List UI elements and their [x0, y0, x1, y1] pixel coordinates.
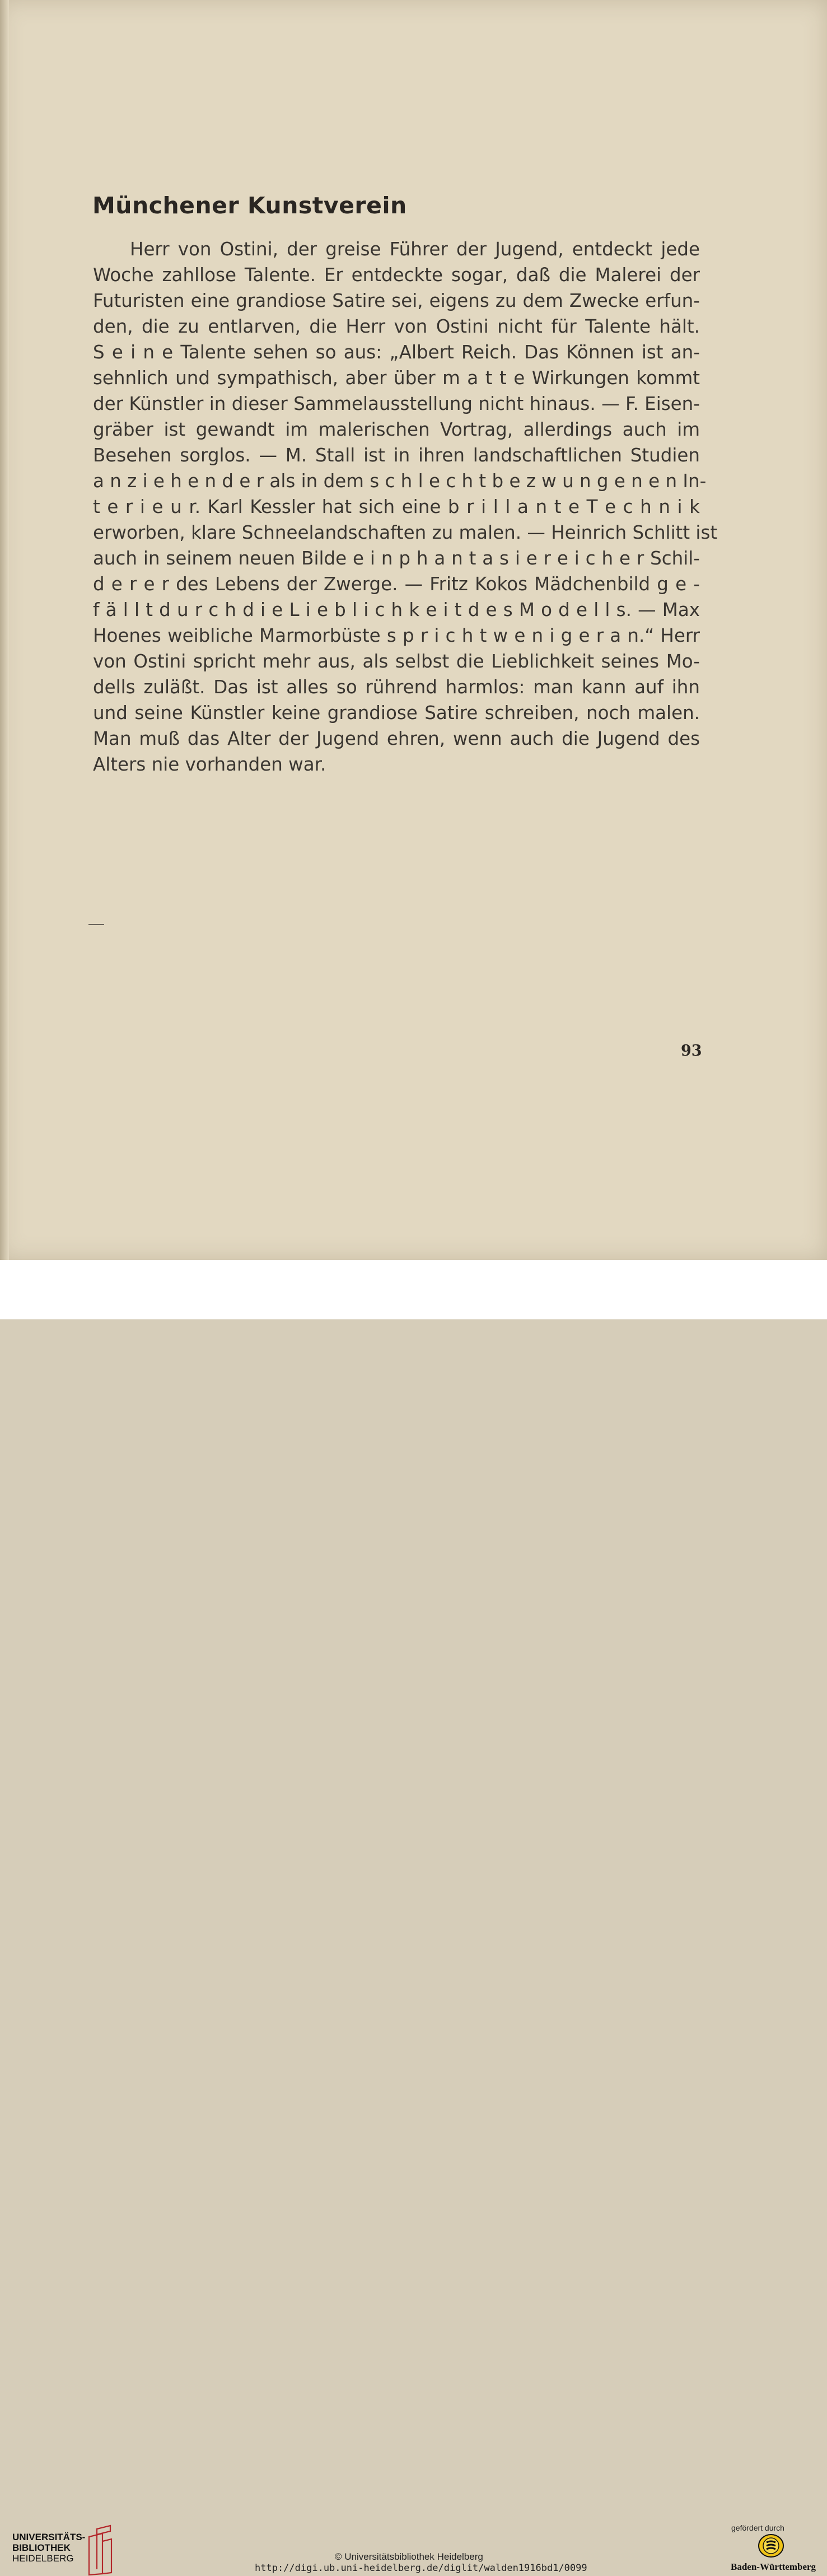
sponsor-label: gefördert durch	[731, 2523, 784, 2532]
text-line: Besehen sorglos. — M. Stall ist in ihren landschaftlichen Studien	[93, 445, 700, 466]
text-line: sehnlich und sympathisch, aber über m a t t e Wirkungen kommt	[93, 367, 700, 389]
text-line: Man muß das Alter der Jugend ehren, wenn auch die Jugend des	[93, 728, 700, 749]
text-line: gräber ist gewandt im malerischen Vortrag, allerdings auch im	[93, 419, 700, 440]
text-line: dells zuläßt. Das ist alles so rührend harmlos: man kann auf ihn	[93, 676, 700, 698]
text-line: f ä l l t d u r c h d i e L i e b l i c h k e i t d e s M o d e l l s. — Max	[93, 599, 700, 620]
page-edge	[0, 0, 9, 1260]
article-title: Münchener Kunstverein	[92, 192, 407, 219]
text-line: Woche zahllose Talente. Er entdeckte sogar, daß die Malerei der	[93, 264, 700, 286]
text-line: S e i n e Talente sehen so aus: „Albert Reich. Das Können ist an-	[93, 342, 700, 363]
library-name-line1: UNIVERSITÄTS-	[12, 2532, 86, 2542]
scanned-page	[0, 0, 827, 1260]
text-line: Herr von Ostini, der greise Führer der Jugend, entdeckt jede	[130, 239, 700, 260]
text-line: den, die zu entlarven, die Herr von Ostini nicht für Talente hält.	[93, 316, 700, 337]
copyright-text: © Universitätsbibliothek Heidelberg	[335, 2551, 483, 2562]
coat-of-arms-icon	[756, 2533, 786, 2559]
margin-mark	[88, 924, 104, 925]
text-line: der Künstler in dieser Sammelausstellung nicht hinaus. — F. Eisen-	[93, 393, 700, 414]
library-name-line2: BIBLIOTHEK	[12, 2542, 71, 2553]
text-line: t e r i e u r. Karl Kessler hat sich eine b r i l l a n t e T e c h n i k	[93, 496, 700, 517]
text-line: und seine Künstler keine grandiose Satire schreiben, noch malen.	[93, 702, 700, 724]
library-name-line3: HEIDELBERG	[12, 2553, 74, 2564]
page-number: 93	[681, 1042, 702, 1060]
footer-bar	[0, 1260, 827, 2574]
sponsor-name: Baden-Württemberg	[731, 2561, 816, 2572]
text-line: auch in seinem neuen Bilde e i n p h a n t a s i e r e i c h e r Schil-	[93, 548, 700, 569]
text-line: Futuristen eine grandiose Satire sei, eigens zu dem Zwecke erfun-	[93, 290, 700, 311]
permalink[interactable]: http://digi.ub.uni-heidelberg.de/diglit/walden1916bd1/0099	[255, 2563, 587, 2574]
text-line: von Ostini spricht mehr aus, als selbst die Lieblichkeit seines Mo-	[93, 651, 700, 672]
text-line: erworben, klare Schneelandschaften zu malen. — Heinrich Schlitt ist	[93, 522, 718, 543]
library-logo-icon	[86, 2524, 115, 2576]
library-logo-text	[12, 2532, 85, 2564]
article-body	[93, 236, 718, 777]
text-line: a n z i e h e n d e r als in dem s c h l e c h t b e z w u n g e n e n In-	[93, 470, 707, 492]
text-line: Hoenes weibliche Marmorbüste s p r i c h t w e n i g e r a n.“ Herr	[93, 625, 700, 646]
text-line: Alters nie vorhanden war.	[93, 754, 326, 775]
text-line: d e r e r des Lebens der Zwerge. — Fritz Kokos Mädchenbild g e -	[93, 573, 700, 595]
